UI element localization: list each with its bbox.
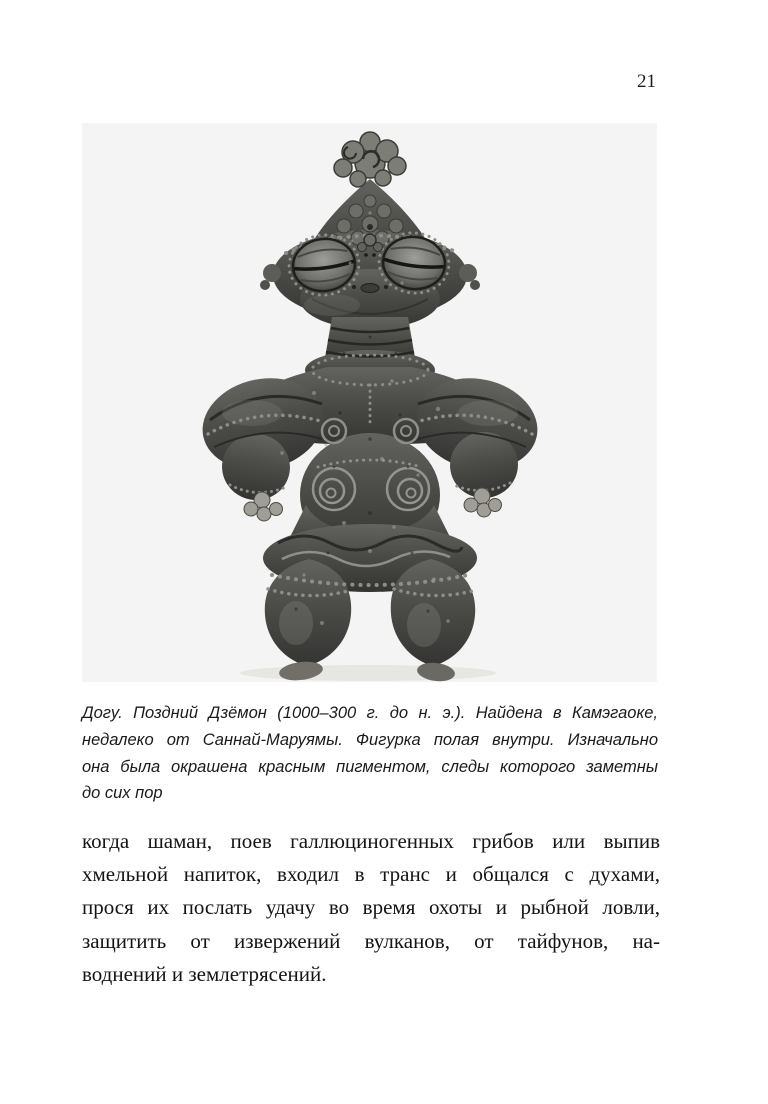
body-line: хмельной напиток, входил в транс и общался с духами, [82,862,660,887]
page-number: 21 [637,71,656,92]
body-paragraph [82,825,660,991]
figure-caption [82,700,658,807]
body-line: воднений и землетрясений. [82,961,327,986]
dogu-figurine-image [82,123,657,682]
caption-line: Догу. Поздний Дзёмон (1000–300 г. до н. э.). Найдена в Камэгаоке, [82,704,658,722]
figure-photo [82,123,657,682]
caption-line: до сих пор [82,784,163,803]
caption-line: недалеко от Саннай-Маруямы. Фигурка полая внутри. Изначально [82,730,658,749]
body-line: защитить от извержений вулканов, от тайфунов, на- [82,928,660,953]
caption-line: она была окрашена красным пигментом, следы которого заметны [82,757,658,776]
body-line: когда шаман, поев галлюциногенных грибов или выпив [82,829,660,853]
body-line: прося их послать удачу во время охоты и рыбной ловли, [82,895,660,920]
